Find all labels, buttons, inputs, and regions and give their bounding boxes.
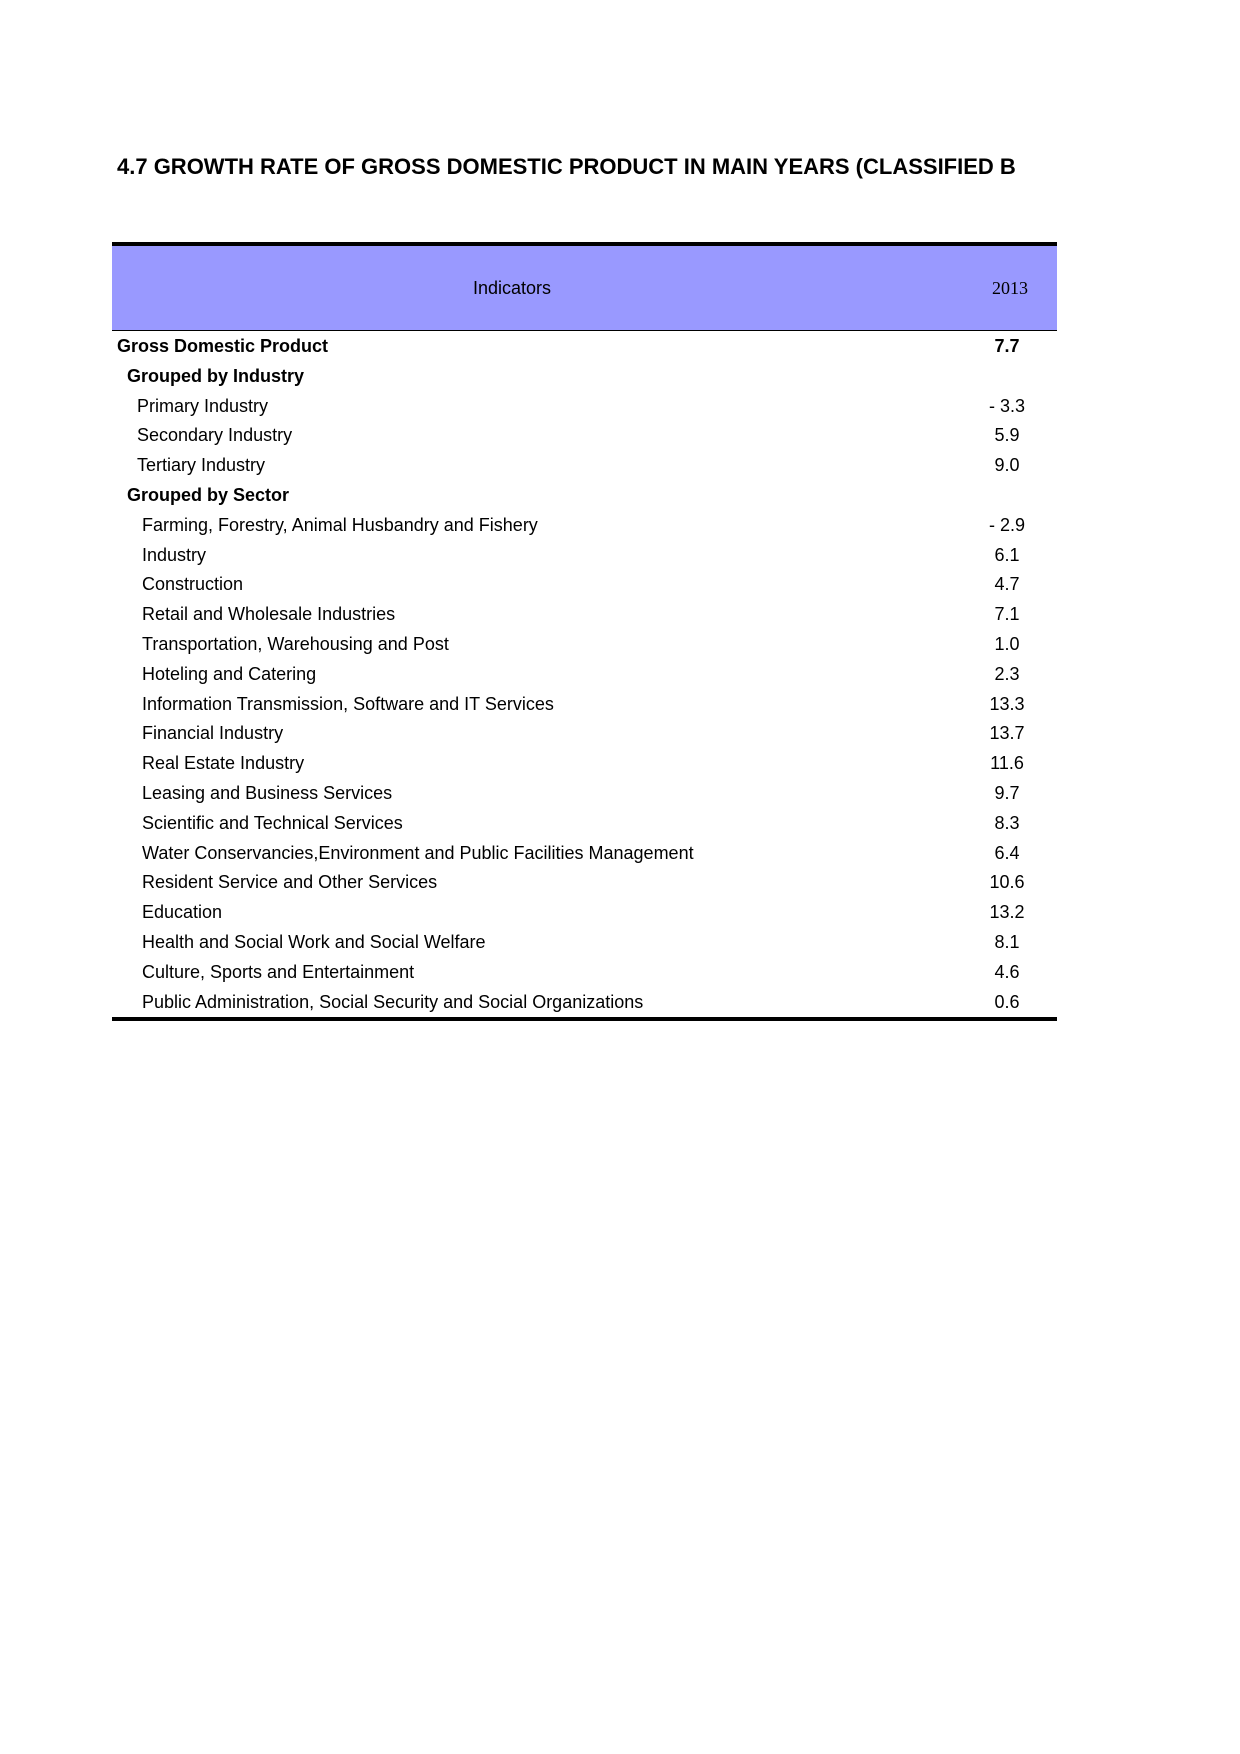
- row-label: Public Administration, Social Security and Social Organizations: [142, 991, 644, 1012]
- row-value: 13.3: [989, 693, 1025, 714]
- row-label: Hoteling and Catering: [142, 663, 317, 684]
- row-value: 7.7: [994, 336, 1020, 356]
- table-row: [112, 988, 1057, 1018]
- row-value: 4.7: [994, 574, 1020, 595]
- row-value: 8.1: [994, 931, 1020, 952]
- table-row: [112, 332, 1057, 362]
- row-label: Leasing and Business Services: [142, 782, 393, 803]
- table-row: [112, 928, 1057, 958]
- row-label: Real Estate Industry: [142, 753, 305, 774]
- table-row: [112, 362, 1057, 392]
- row-label: Water Conservancies,Environment and Public Facilities Management: [142, 842, 694, 863]
- row-value: - 2.9: [988, 514, 1026, 535]
- table-row: [112, 868, 1057, 898]
- row-value: 13.2: [989, 902, 1025, 923]
- table-row: [112, 481, 1057, 511]
- row-value: 9.7: [994, 782, 1020, 803]
- row-label: Tertiary Industry: [137, 455, 266, 476]
- row-label: Retail and Wholesale Industries: [142, 604, 396, 625]
- table-row: [112, 570, 1057, 600]
- table-row: [112, 958, 1057, 988]
- table-row: [112, 660, 1057, 690]
- row-value: - 3.3: [988, 395, 1026, 416]
- table-row: [112, 809, 1057, 839]
- row-value: 11.6: [990, 753, 1024, 774]
- row-label: Grouped by Industry: [127, 365, 305, 386]
- table-body: [112, 331, 1057, 1017]
- table-row: [112, 541, 1057, 571]
- row-value: 7.1: [994, 604, 1020, 625]
- row-label: Secondary Industry: [137, 425, 293, 446]
- row-label: Transportation, Warehousing and Post: [142, 633, 449, 654]
- row-value: 0.6: [994, 991, 1020, 1012]
- row-value: 6.1: [994, 544, 1020, 565]
- row-value: 9.0: [994, 455, 1020, 476]
- table-row: [112, 600, 1057, 630]
- table-row: [112, 719, 1057, 749]
- row-label: Industry: [142, 544, 207, 565]
- row-value: 4.6: [994, 961, 1020, 982]
- table-row: [112, 630, 1057, 660]
- row-value: 5.9: [994, 425, 1020, 446]
- row-value: 8.3: [994, 812, 1020, 833]
- row-label: Resident Service and Other Services: [142, 872, 438, 893]
- row-value: 10.6: [989, 872, 1025, 893]
- row-label: Primary Industry: [137, 395, 269, 416]
- row-label: Scientific and Technical Services: [142, 812, 403, 833]
- table-row: [112, 451, 1057, 481]
- row-value: 2.3: [994, 663, 1020, 684]
- row-value: 1.0: [994, 633, 1020, 654]
- table-row: [112, 779, 1057, 809]
- row-label: Grouped by Sector: [127, 484, 290, 505]
- table-row: [112, 898, 1057, 928]
- table-row: [112, 421, 1057, 451]
- row-label: Culture, Sports and Entertainment: [142, 961, 415, 982]
- row-label: Financial Industry: [142, 723, 284, 744]
- table-row: [112, 839, 1057, 869]
- row-label: Farming, Forestry, Animal Husbandry and Fishery: [142, 514, 538, 535]
- table-row: [112, 749, 1057, 779]
- row-label: Gross Domestic Product: [117, 336, 329, 356]
- gdp-growth-table: [112, 242, 1057, 1021]
- header-year: 2013: [992, 278, 1028, 298]
- document-title: 4.7 GROWTH RATE OF GROSS DOMESTIC PRODUCT IN MAIN YEARS (CLASSIFIED B: [117, 154, 1016, 179]
- table-header: [112, 246, 1057, 331]
- row-label: Education: [142, 902, 223, 923]
- table-row: [112, 690, 1057, 720]
- row-label: Construction: [142, 574, 244, 595]
- table-bottom-rule: [112, 1017, 1057, 1021]
- row-label: Information Transmission, Software and IT Services: [142, 693, 554, 714]
- table-row: [112, 392, 1057, 422]
- header-indicators: Indicators: [472, 278, 552, 298]
- row-value: 6.4: [994, 842, 1020, 863]
- row-label: Health and Social Work and Social Welfare: [142, 931, 486, 952]
- row-value: 13.7: [989, 723, 1025, 744]
- table-row: [112, 511, 1057, 541]
